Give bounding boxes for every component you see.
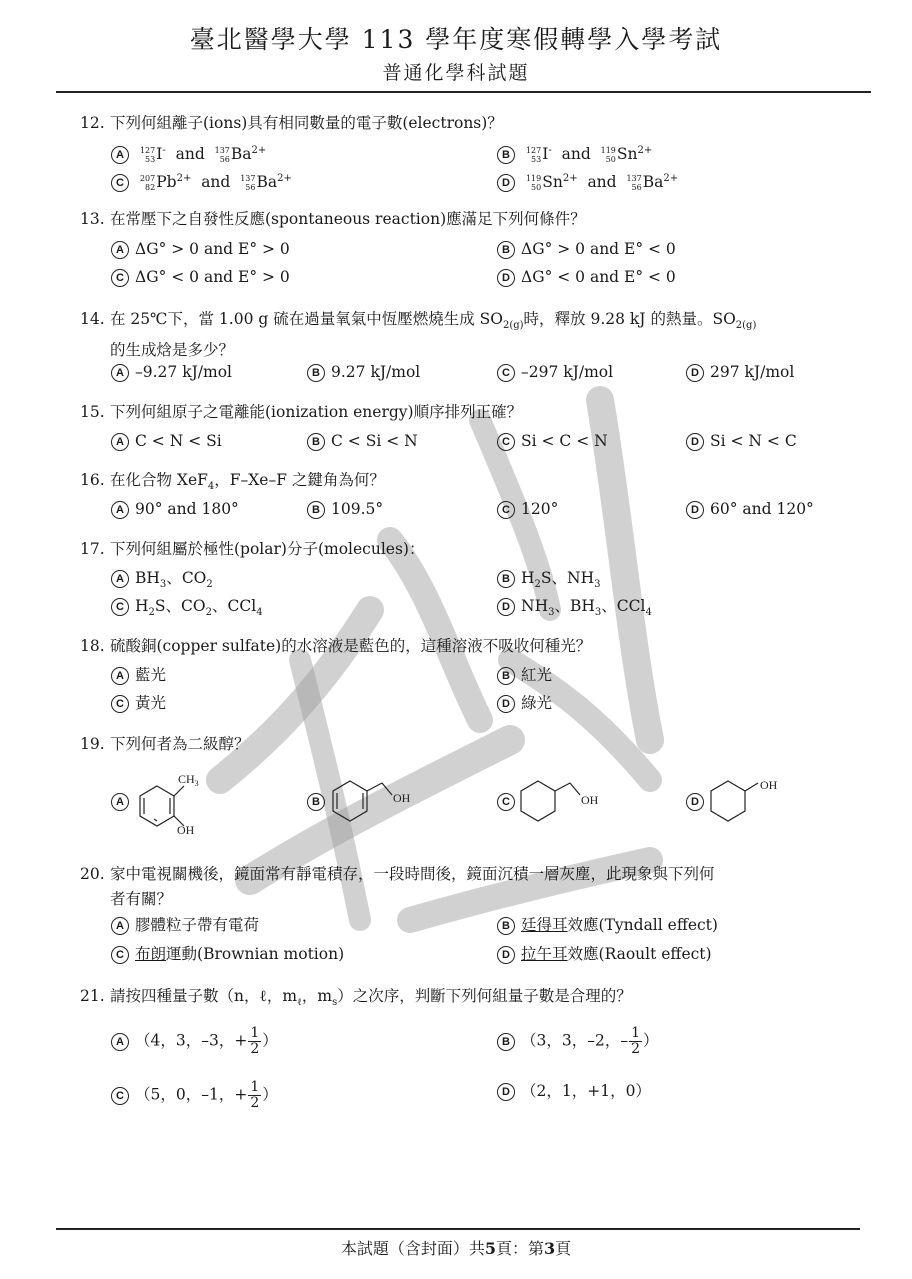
q20-option-c: C 布朗運動(Brownian motion) xyxy=(111,943,344,965)
q20-option-d: D 拉午耳效應(Raoult effect) xyxy=(497,943,712,965)
question-15: 15. 下列何組原子之電離能(ionization energy)順序排列正確？ xyxy=(80,403,523,421)
q13-option-a: A ΔG° > 0 and E° > 0 xyxy=(111,238,290,260)
q19-option-b-label: B xyxy=(307,790,331,812)
q14-option-b: B 9.27 kJ/mol xyxy=(307,361,420,383)
svg-text:OH: OH xyxy=(581,793,599,807)
q18-option-d: D 綠光 xyxy=(497,692,552,714)
question-12: 12. 下列何組離子(ions)具有相同數量的電子數(electrons)？ xyxy=(80,114,503,132)
question-18: 18. 硫酸銅(copper sulfate)的水溶液是藍色的，這種溶液不吸收何種光？ xyxy=(80,637,592,655)
q19-option-a-label: A xyxy=(111,790,135,812)
question-17: 17. 下列何組屬於極性(polar)分子(molecules)： xyxy=(80,540,425,558)
q15-option-a: A C < N < Si xyxy=(111,430,222,452)
q18-option-a: A 藍光 xyxy=(111,664,166,686)
q21-option-d: D （2，1，+1，0） xyxy=(497,1080,651,1102)
q14-option-a: A –9.27 kJ/mol xyxy=(111,361,232,383)
q17-option-b: B $H_2S$、$NH_3$ xyxy=(497,567,601,596)
q19-option-d-label: D xyxy=(686,790,710,812)
q15-option-d: D Si < N < C xyxy=(686,430,797,452)
question-14: 14. 在 25℃下，當 1.00 g 硫在過量氧氣中恆壓燃燒生成 $SO_{2(g)}$時，釋放 9.28 kJ 的熱量。$SO_{2(g)}$ 的生成焓是多少？ xyxy=(80,310,757,360)
q13-option-d: D ΔG° < 0 and E° < 0 xyxy=(497,266,676,288)
q14-option-d: D 297 kJ/mol xyxy=(686,361,794,383)
q21-option-a: A （4，3，–3，+ $\frac{1}{2}$ ） xyxy=(111,1026,278,1057)
q19-option-c-label: C xyxy=(497,790,521,812)
question-16: 16. 在化合物 XeF$_4$，F–Xe–F 之鍵角為何？ xyxy=(80,471,385,493)
q15-option-b: B C < Si < N xyxy=(307,430,418,452)
q15-option-c: C Si < C < N xyxy=(497,430,608,452)
q18-option-c: C 黃光 xyxy=(111,692,166,714)
q19-structure-c xyxy=(518,775,608,825)
page-footer: 本試題（含封面）共5頁：第3頁 xyxy=(340,1239,572,1258)
q21-option-b: B （3，3，–2，– $\frac{1}{2}$ ） xyxy=(497,1026,659,1057)
exam-title: 臺北醫學大學 113 學年度寒假轉學入學考試 xyxy=(189,25,723,54)
q19-structure-a xyxy=(132,768,222,836)
q18-option-b: B 紅光 xyxy=(497,664,552,686)
header-divider xyxy=(56,91,871,93)
q13-option-c: C ΔG° < 0 and E° > 0 xyxy=(111,266,290,288)
exam-subtitle: 普通化學科試題 xyxy=(382,62,530,84)
q12-option-b: B 127 53 I- and 119 50 $Sn^{2+}$ xyxy=(497,140,652,165)
q20-option-a: A 膠體粒子帶有電荷 xyxy=(111,914,259,936)
q19-structure-d xyxy=(708,775,798,825)
q16-option-d: D 60° and 120° xyxy=(686,498,814,520)
q16-option-a: A 90° and 180° xyxy=(111,498,239,520)
q20-option-b: B 廷得耳效應(Tyndall effect) xyxy=(497,914,718,936)
q12-option-d: D 119 50 $Sn^{2+}$ and 137 56 $Ba^{2+}$ xyxy=(497,168,678,193)
q16-option-b: B 109.5° xyxy=(307,498,383,520)
question-20: 20. 家中電視關機後，鏡面常有靜電積存，一段時間後，鏡面沉積一層灰塵，此現象與下列何 者有關？ xyxy=(80,865,715,908)
q21-option-c: C （5，0，–1，+ $\frac{1}{2}$ ） xyxy=(111,1080,278,1111)
svg-text:OH: OH xyxy=(760,778,778,792)
question-19: 19. 下列何者為二級醇？ xyxy=(80,735,250,753)
q12-option-a: A 127 53 I- and 137 56 $Ba^{2+}$ xyxy=(111,140,266,165)
q19-structure-b xyxy=(330,775,420,825)
q17-option-a: A $BH_3$、$CO_2$ xyxy=(111,567,213,596)
q17-option-d: D $NH_3$、$BH_3$、CCl$_4$ xyxy=(497,595,652,624)
q14-option-c: C –297 kJ/mol xyxy=(497,361,613,383)
q17-option-c: C $H_2S$、$CO_2$、CCl$_4$ xyxy=(111,595,263,624)
q12-option-c: C 207 82 $Pb^{2+}$ and 137 56 $Ba^{2+}$ xyxy=(111,168,292,193)
q13-option-b: B ΔG° > 0 and E° < 0 xyxy=(497,238,676,260)
question-21: 21. 請按四種量子數（n，ℓ，$m_\ell$，$m_s$）之次序，判斷下列何組量子數是合理的？ xyxy=(80,987,632,1009)
question-13: 13. 在常壓下之自發性反應(spontaneous reaction)應滿足下列何條件？ xyxy=(80,210,586,228)
footer-divider xyxy=(56,1228,860,1230)
q16-option-c: C 120° xyxy=(497,498,558,520)
svg-text:OH: OH xyxy=(393,791,411,805)
svg-text:OH: OH xyxy=(177,823,195,836)
svg-text:CH3: $CH_3$ xyxy=(178,772,199,788)
